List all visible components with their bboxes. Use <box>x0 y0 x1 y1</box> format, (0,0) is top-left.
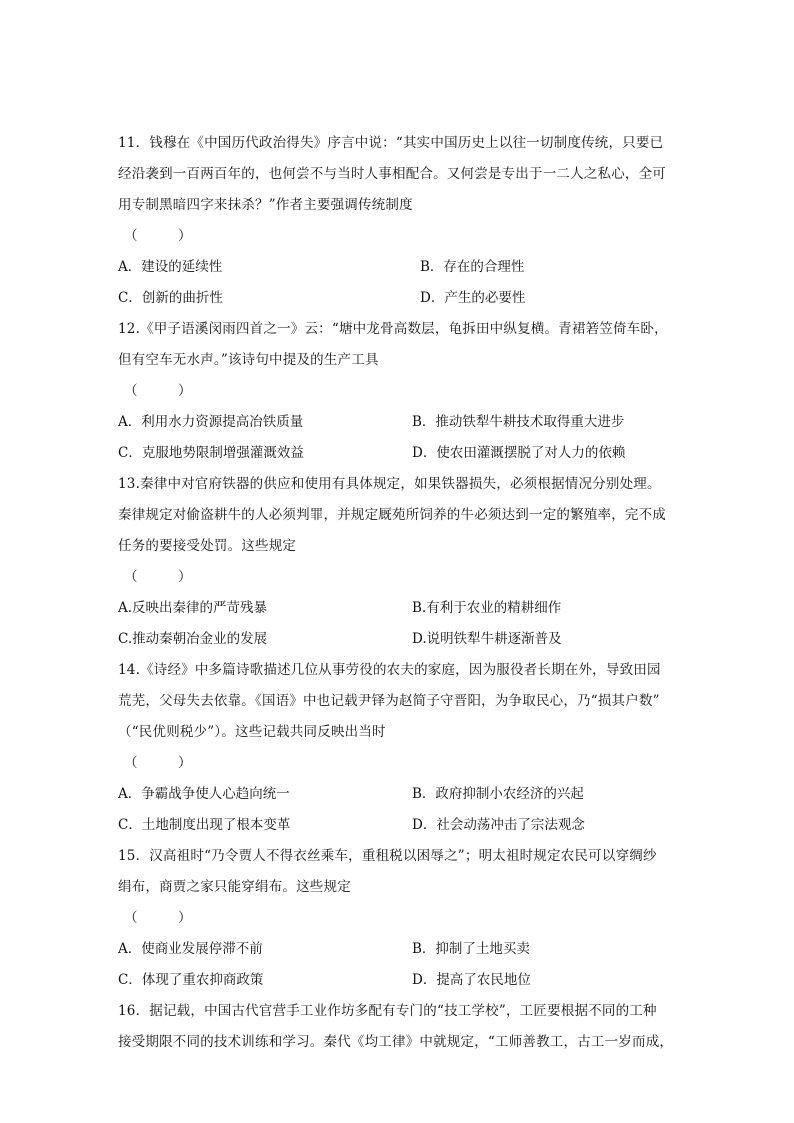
q12-option-d: D．使农田灌溉摆脱了对人力的依赖 <box>412 445 626 461</box>
q15-stem-line-1: 15．汉高祖时“乃令贾人不得衣丝乘车，重租税以困辱之”；明太祖时规定农民可以穿绸纱 <box>118 848 657 864</box>
q12-answer-paren: （ ） <box>124 383 192 399</box>
q14-option-d: D．社会动荡冲击了宗法观念 <box>412 817 585 833</box>
q12-option-c: C．克服地势限制增强灌溉效益 <box>118 445 304 461</box>
q13-option-a: A.反映出秦律的严苛残暴 <box>118 600 268 616</box>
q14-option-a: A．争霸战争使人心趋向统一 <box>118 786 290 802</box>
q11-answer-paren: （ ） <box>124 228 192 244</box>
q13-stem-line-3: 任务的要接受处罚。这些规定 <box>118 538 297 554</box>
q14-option-c: C．土地制度出现了根本变革 <box>118 817 291 833</box>
q11-option-c: C．创新的曲折性 <box>118 290 223 306</box>
q16-stem-line-1: 16．据记载，中国古代官营手工业作坊多配有专门的“技工学校”，工匠要根据不同的工种 <box>118 1003 657 1019</box>
q16-stem-line-2: 接受期限不同的技术训练和学习。秦代《均工律》中就规定，“工师善教工，古工一岁而成， <box>118 1034 674 1050</box>
q11-option-d: D．产生的必要性 <box>420 290 526 306</box>
q12-option-b: B．推动铁犁牛耕技术取得重大进步 <box>412 414 625 430</box>
q14-stem-line-1: 14.《诗经》中多篇诗歌描述几位从事劳役的农夫的家庭，因为服役者长期在外，导致田园 <box>118 662 661 678</box>
q11-stem-line-1: 11．钱穆在《中国历代政治得失》序言中说：“其实中国历史上以往一切制度传统，只要已 <box>118 135 664 151</box>
q14-answer-paren: （ ） <box>124 755 192 771</box>
q15-option-d: D．提高了农民地位 <box>412 972 531 988</box>
q12-option-a: A．利用水力资源提高冶铁质量 <box>118 414 304 430</box>
q11-option-a: A．建设的延续性 <box>118 259 223 275</box>
q13-option-b: B.有利于农业的精耕细作 <box>412 600 562 616</box>
q15-answer-paren: （ ） <box>124 910 192 926</box>
q13-stem-line-2: 秦律规定对偷盗耕牛的人必须判罪，并规定厩苑所饲养的牛必须达到一定的繁殖率，完不成 <box>118 507 666 523</box>
q14-stem-line-2: 荒芜，父母失去依靠。《国语》中也记载尹铎为赵简子守晋阳，为争取民心，乃“损其户数” <box>118 693 660 709</box>
q14-stem-line-3: （“民优则税少”）。这些记载共同反映出当时 <box>118 724 386 740</box>
q11-option-b: B．存在的合理性 <box>420 259 525 275</box>
q12-stem-line-1: 12.《甲子语溪闵雨四首之一》云：“塘中龙骨高数层，龟拆田中纵复横。青裙箬笠倚车卧， <box>118 321 668 337</box>
q15-option-b: B．抑制了土地买卖 <box>412 941 530 957</box>
q13-option-d: D.说明铁犁牛耕逐渐普及 <box>412 631 562 647</box>
q15-option-c: C．体现了重农抑商政策 <box>118 972 264 988</box>
q13-answer-paren: （ ） <box>124 569 192 585</box>
q15-option-a: A．使商业发展停滞不前 <box>118 941 263 957</box>
q13-option-c: C.推动秦朝冶金业的发展 <box>118 631 268 647</box>
q15-stem-line-2: 绢布，商贾之家只能穿绢布。这些规定 <box>118 879 351 895</box>
q11-stem-line-3: 用专制黑暗四字来抹杀？”作者主要强调传统制度 <box>118 197 413 213</box>
q14-option-b: B．政府抑制小农经济的兴起 <box>412 786 584 802</box>
q12-stem-line-2: 但有空车无水声。”该诗句中提及的生产工具 <box>118 352 379 368</box>
q11-stem-line-2: 经沿袭到一百两百年的，也何尝不与当时人事相配合。又何尝是专出于一二人之私心，全可 <box>118 166 666 182</box>
q13-stem-line-1: 13.秦律中对官府铁器的供应和使用有具体规定，如果铁器损失，必须根据情况分别处理。 <box>118 476 661 492</box>
